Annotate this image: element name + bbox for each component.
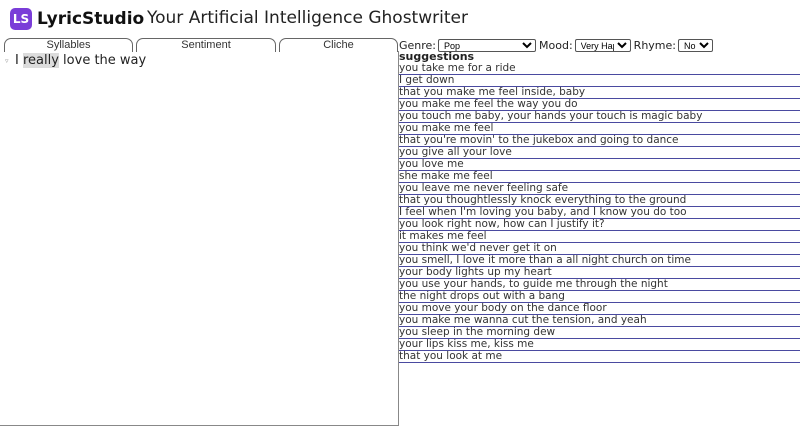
- mood-label: Mood:: [539, 38, 573, 52]
- mood-select[interactable]: [575, 39, 631, 52]
- suggestion-item[interactable]: you smell, I love it more than a all night church on time: [399, 255, 800, 267]
- suggestion-item[interactable]: you touch me baby, your hands your touch is magic baby: [399, 111, 800, 123]
- suggestion-item[interactable]: I get down: [399, 75, 800, 87]
- suggestion-item[interactable]: you use your hands, to guide me through the night: [399, 279, 800, 291]
- suggestion-item[interactable]: the night drops out with a bang: [399, 291, 800, 303]
- suggestion-item[interactable]: I feel when I'm loving you baby, and I know you do too: [399, 207, 800, 219]
- suggestion-item[interactable]: your lips kiss me, kiss me: [399, 339, 800, 351]
- suggestion-item[interactable]: you move your body on the dance floor: [399, 303, 800, 315]
- suggestion-item[interactable]: you love me: [399, 159, 800, 171]
- suggestion-item[interactable]: you make me feel the way you do: [399, 99, 800, 111]
- suggestions-title: suggestions: [399, 50, 475, 63]
- suggestion-item[interactable]: you take me for a ride: [399, 63, 800, 75]
- lyrics-editor[interactable]: [0, 51, 399, 426]
- logo-icon: LS: [10, 8, 32, 30]
- lyric-line[interactable]: [15, 53, 146, 68]
- tagline: Your Artificial Intelligence Ghostwriter: [147, 8, 468, 28]
- app-header: [0, 0, 800, 38]
- suggestion-item[interactable]: you think we'd never get it on: [399, 243, 800, 255]
- highlighted-word[interactable]: really: [22, 53, 59, 68]
- suggestion-item[interactable]: that you look at me: [399, 351, 800, 363]
- suggestions-list: [399, 63, 800, 363]
- suggestions-panel: [399, 51, 800, 363]
- suggestion-item[interactable]: you leave me never feeling safe: [399, 183, 800, 195]
- suggestion-item[interactable]: you make me wanna cut the tension, and yeah: [399, 315, 800, 327]
- tab-cliche[interactable]: Cliche: [279, 38, 398, 52]
- suggestion-item[interactable]: your body lights up my heart: [399, 267, 800, 279]
- rhyme-label: Rhyme:: [633, 38, 676, 52]
- genre-label: Genre:: [399, 38, 437, 52]
- suggestion-item[interactable]: you give all your love: [399, 147, 800, 159]
- suggestion-item[interactable]: that you make me feel inside, baby: [399, 87, 800, 99]
- tab-sentiment[interactable]: Sentiment: [136, 38, 276, 52]
- lyric-text-after: love the way: [58, 53, 147, 68]
- suggestion-item[interactable]: you sleep in the morning dew: [399, 327, 800, 339]
- analysis-tabs: [2, 38, 398, 51]
- line-marker-icon: ▿: [5, 58, 9, 65]
- suggestion-item[interactable]: that you thoughtlessly knock everything to the ground: [399, 195, 800, 207]
- suggestion-item[interactable]: that you're movin' to the jukebox and going to dance: [399, 135, 800, 147]
- lyric-text-before: I: [15, 53, 23, 68]
- suggestion-item[interactable]: you make me feel: [399, 123, 800, 135]
- suggestion-item[interactable]: she make me feel: [399, 171, 800, 183]
- suggestion-item[interactable]: you look right now, how can I justify it?: [399, 219, 800, 231]
- suggestion-item[interactable]: it makes me feel: [399, 231, 800, 243]
- rhyme-select[interactable]: [678, 39, 713, 52]
- brand-name: LyricStudio: [37, 9, 145, 29]
- tab-syllables[interactable]: Syllables: [4, 38, 133, 52]
